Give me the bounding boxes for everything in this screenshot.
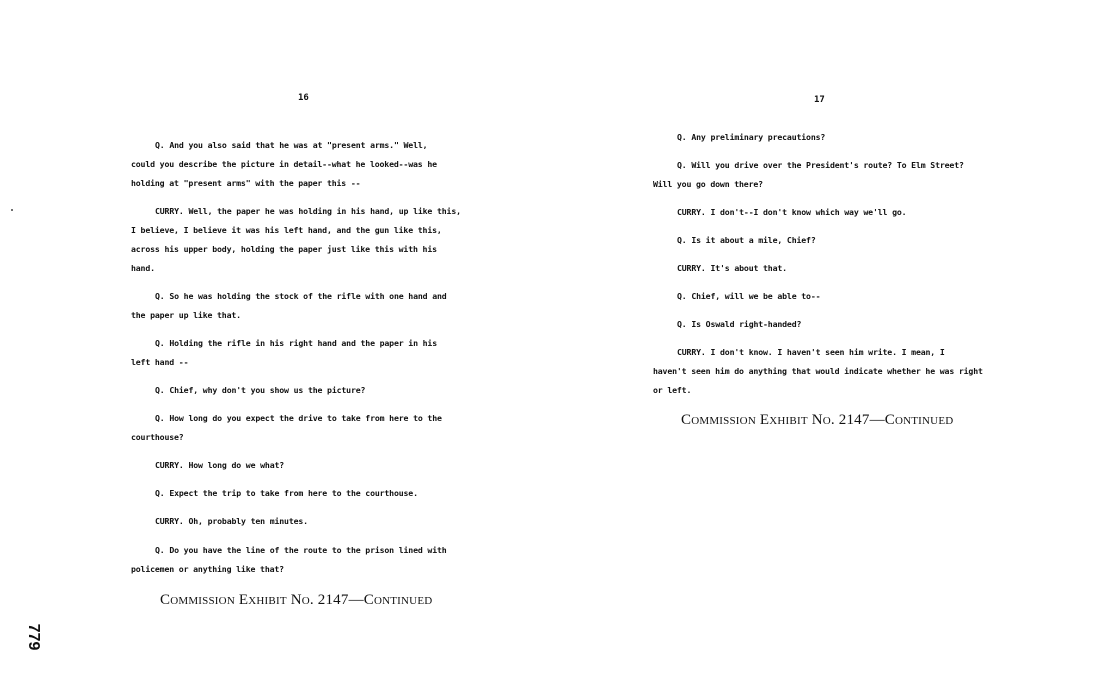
text-line: holding at "present arms" with the paper this -- <box>131 178 361 188</box>
text-line: could you describe the picture in detail--what he looked--was he <box>131 159 437 169</box>
text-line: haven't seen him do anything that would indicate whether he was right <box>653 366 983 376</box>
text-line: the paper up like that. <box>131 310 241 320</box>
text-line: CURRY. I don't--I don't know which way we'll go. <box>677 207 907 217</box>
text-line: CURRY. It's about that. <box>677 263 787 273</box>
text-line: Q. Will you drive over the President's route? To Elm Street? <box>677 160 964 170</box>
text-line: I believe, I believe it was his left hand, and the gun like this, <box>131 225 442 235</box>
text-line: Q. And you also said that he was at "present arms." Well, <box>155 140 428 150</box>
exhibit-caption-left: Commission Exhibit No. 2147—Continued <box>160 592 433 608</box>
text-line: left hand -- <box>131 357 189 367</box>
text-line: Q. Is Oswald right-handed? <box>677 319 802 329</box>
text-line: CURRY. I don't know. I haven't seen him write. I mean, I <box>677 347 945 357</box>
text-line: Q. Expect the trip to take from here to the courthouse. <box>155 488 418 498</box>
text-line: hand. <box>131 263 155 273</box>
margin-dot <box>11 209 13 211</box>
text-line: Q. So he was holding the stock of the rifle with one hand and <box>155 291 447 301</box>
text-line: CURRY. Oh, probably ten minutes. <box>155 516 308 526</box>
text-line: across his upper body, holding the paper just like this with his <box>131 244 437 254</box>
text-line: Q. Holding the rifle in his right hand and the paper in his <box>155 338 437 348</box>
text-line: or left. <box>653 385 692 395</box>
text-line: Q. Do you have the line of the route to the prison lined with <box>155 545 447 555</box>
text-line: CURRY. Well, the paper he was holding in his hand, up like this, <box>155 206 461 216</box>
text-line: Q. How long do you expect the drive to take from here to the <box>155 413 442 423</box>
page-number-left: 16 <box>298 93 309 103</box>
text-line: courthouse? <box>131 432 184 442</box>
exhibit-caption-right: Commission Exhibit No. 2147—Continued <box>681 412 954 428</box>
page-number-right: 17 <box>814 95 825 105</box>
text-line: Q. Any preliminary precautions? <box>677 132 826 142</box>
text-line: Q. Chief, why don't you show us the picture? <box>155 385 366 395</box>
text-line: Q. Chief, will we be able to-- <box>677 291 821 301</box>
text-line: CURRY. How long do we what? <box>155 460 285 470</box>
text-line: policemen or anything like that? <box>131 564 284 574</box>
volume-page-number: 779 <box>25 623 42 651</box>
text-line: Will you go down there? <box>653 179 763 189</box>
text-line: Q. Is it about a mile, Chief? <box>677 235 816 245</box>
